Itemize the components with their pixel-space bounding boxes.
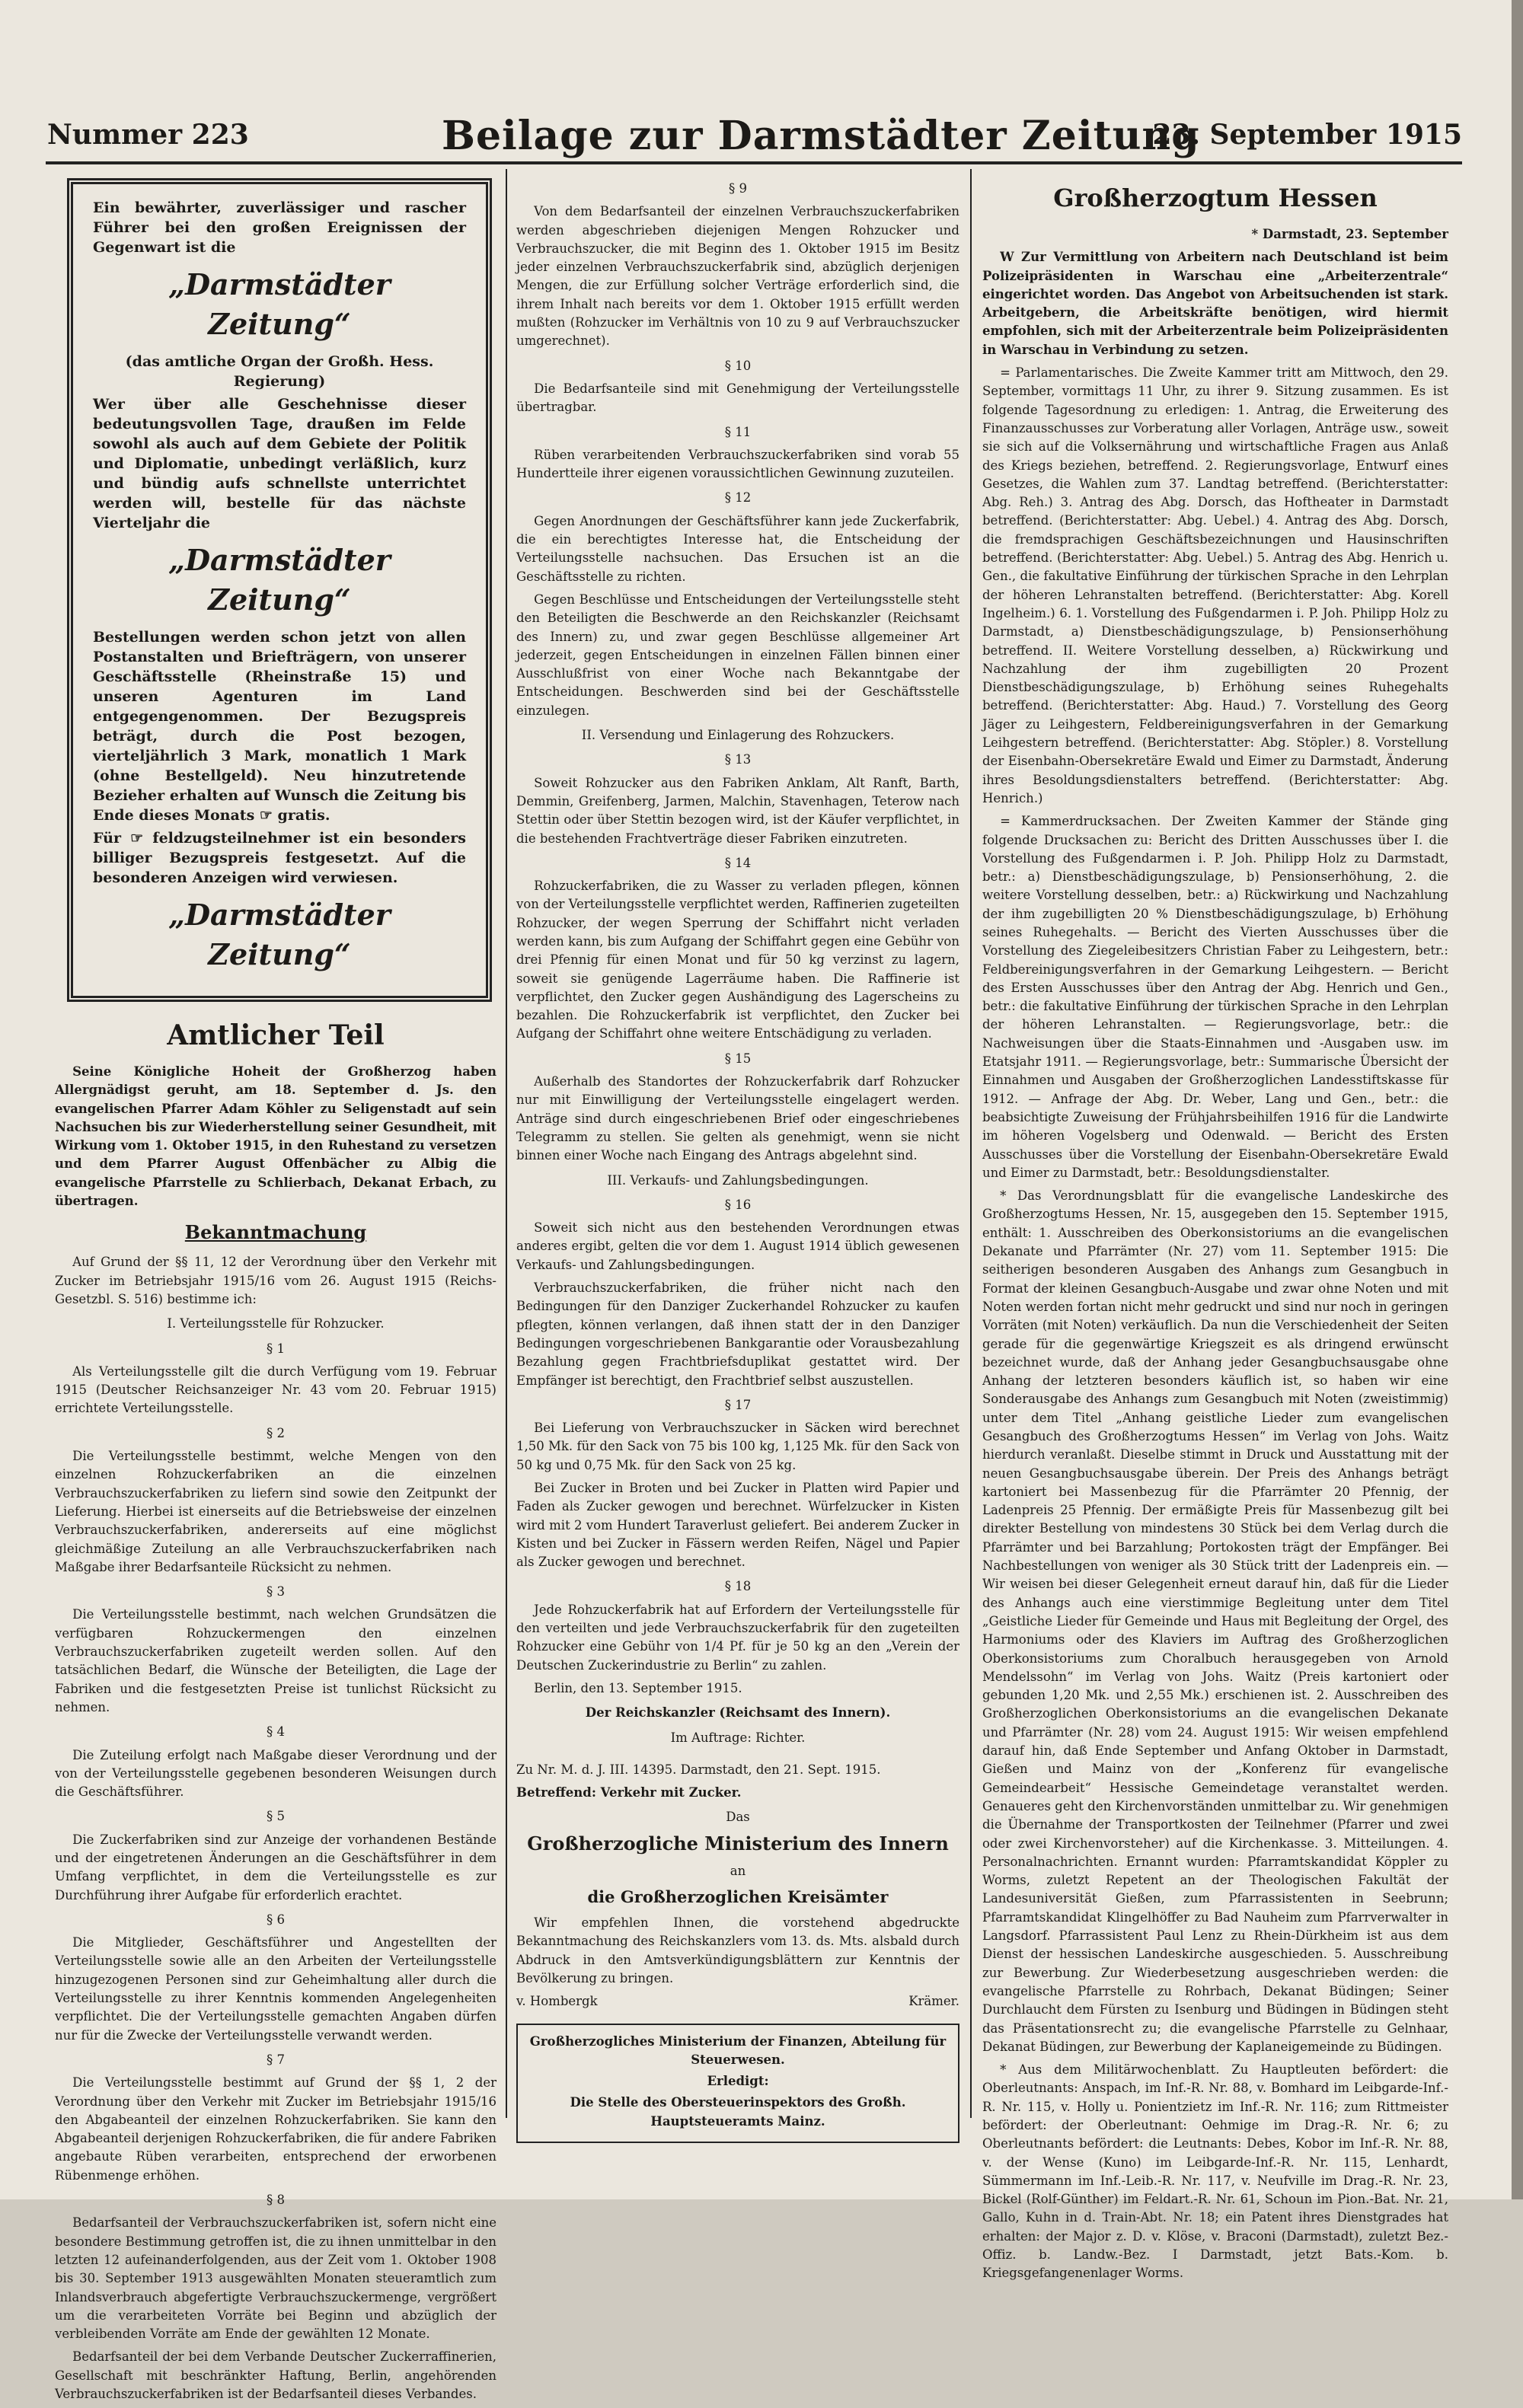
paragraph-text: Rohzuckerfabriken, die zu Wasser zu verladen pflegen, können von der Verteilungsstelle verpflichtet werden, Raffinerien zugeteilten Rohzucker, der wegen Sperrung der Schiffahrt nicht verladen werden kann, bis zum Aufgang der Schiffahrt gegen eine Gebühr von drei Pfennig für einen Monat und für 50 kg verzinst zu lagern, soweit sie genügende Lagerräume haben. Die Raffinerie ist verpflichtet, den Zucker gegen Aushändigung des Lagerscheins zu bezahlen. Die Rohzuckerfabrik ist verpflichtet, den Zucker bei Aufgang der Schiffahrt ohne weitere Entschädigung zu verladen.: [516, 879, 959, 1041]
an-line: an: [730, 1863, 746, 1878]
section-heading-1: I. Verteilungsstelle für Rohzucker.: [167, 1316, 385, 1332]
paragraph-text: Bei Lieferung von Verbrauchszucker in Säcken wird berechnet 1,50 Mk. für den Sack von 75 bis 100 kg, 1,125 Mk. für den Sack von 50 kg und 0,75 Mk. für den Sack von 25 kg.: [516, 1421, 959, 1472]
paragraph-text: Die Zuteilung erfolgt nach Maßgabe dieser Verordnung und der von der Verteilungsstelle gegebenen besonderen Weisungen durch die Geschäftsführer.: [55, 1747, 496, 1800]
paragraph-number: § 8: [267, 2193, 285, 2208]
paragraph-number: § 10: [724, 358, 752, 373]
paragraph-number: § 2: [267, 1425, 285, 1440]
paragraph-text: Die Mitglieder, Geschäftsführer und Angestellten der Verteilungsstelle sowie alle an den Arbeiten der Verteilungsstelle hinzugezogenen Personen sind zur Geheimhaltung aller durch die Verteilungsstelle zu ihrer Kenntnis kommenden Angelegenheiten verpflichtet. Die der Verteilungsstelle gemachten Angaben dürfen nur für die Zwecke der Verteilungsstelle verwandt werden.: [55, 1935, 496, 2043]
finance-title: Großherzogliches Ministerium der Finanzen, Abteilung für Steuerwesen.: [529, 2033, 947, 2067]
newspaper-title: Beilage zur Darmstädter Zeitung: [442, 113, 1200, 159]
signer: Der Reichskanzler (Reichsamt des Innern).: [585, 1705, 891, 1721]
news-militaer: * Aus dem Militärwochenblatt. Zu Hauptleuten befördert: die Oberleutnants: Anspach, im Inf.-R. Nr. 88, v. Bomhard im Leibgarde-Inf.-R. Nr. 115, v. Holly u. Ponientzietz im Inf.-R. Nr. 116; zum Rittmeister befördert: der Oberleutnant: Oehmige im Drag.-R. Nr. 6; zu Oberleutnants befördert: die Leutnants: Debes, Kobor im Inf.-R. Nr. 88, v. der Wense (Kuno) im Leibgarde-Inf.-R. Nr. 115, Lenhardt, Sümmermann im Inf.-Leib.-R. Nr. 117, v. Neufville im Drag.-R. Nr. 23, Bickel (Rolf-Günther) im Feldart.-R. Nr. 61, Schoun im Pion.-Bat. Nr. 21, Gallo, Kuhn in d. Train-Abt. Nr. 18; ein Patent ihres Dienstgrades hat erhalten: der Major z. D. v. Klöse, v. Braconi (Darmstadt), zuletzt Bez.-Offiz. b. Landw.-Bez. I Darmstadt, jetzt Bats.-Kom. b. Kriegsgefangenenlager Worms.: [982, 2062, 1448, 2281]
news-kammerdrucksachen: = Kammerdrucksachen. Der Zweiten Kammer der Stände ging folgende Drucksachen zu: Bericht des Dritten Ausschusses über I. die Vorstellung des Fußgendarmen i. P. Joh. Philipp Holz zu Darmstadt, betr.: a) Dienstbeschädigungszulage, b) Pensionserhöhung, 2. die weitere Vorstellung desselben, betr.: a) Rückwirkung und Nachzahlung der ihm zugebilligten 20 % Dienstbeschädigungszulage, b) Erhöhung seines Ruhegehalts. — Bericht des Vierten Ausschusses über die Vorstellung des Ziegeleibesitzers Christian Faber zu Leihgestern, betr.: Feldbereinigungsverfahren in der Gemarkung Leihgestern. — Bericht des Ersten Ausschusses über den Antrag der Abg. Henrich und Gen., betr.: die fakultative Einführung der türkischen Sprache in den Lehrplan der höheren Lehranstalten. — Regierungsvorlage, betr.: die Nachweisungen über die Staats-Einnahmen und -Ausgaben usw. im Etatsjahr 1911. — Regierungsvorlage, betr.: Summarische Übersicht der Einnahmen und Ausgaben der Großherzoglichen Landesstiftskasse für 1912. — Anfrage der Abg. Dr. Weber, Lang und Gen., betr.: die beabsichtigte Zuweisung der Frühjahrsbeihilfen 1916 für die Landwirte im höheren Vogelsberg und Odenwald. — Bericht des Ersten Ausschusses über die Vorstellung der Eisenbahn-Obersekretäre Ewald und Eimer zu Darmstadt, betr.: Besoldungsdienstalter.: [982, 814, 1448, 1180]
ad-paper-name-2: „Darmstädter Zeitung“: [168, 543, 391, 617]
ad-paper-name: „Darmstädter Zeitung“: [168, 267, 391, 341]
paragraph-text: Bedarfsanteil der Verbrauchszuckerfabriken ist, sofern nicht eine besondere Bestimmung getroffen ist, die zu ihnen unmittelbar in den letzten 12 aufeinanderfolgenden, aus der Zeit vom 1. Oktober 1908 bis 30. September 1913 ausgewählten Monaten steueramtlich zum Inlandsverbrauch abgefertigte Verbrauchszuckermenge, vergrößert um die verarbeiteten Vorräte bei Beginn und abzüglich der verbleibenden Vorräte am Ende der gewählten 12 Monate.: [55, 2215, 496, 2342]
news-verordnungsblatt: * Das Verordnungsblatt für die evangelische Landeskirche des Großherzogtums Hessen, Nr. 15, ausgegeben den 15. September 1915, enthält: 1. Ausschreiben des Oberkonsistoriums an die evangelischen Dekanate und Pfarrämter (Nr. 27) vom 11. September 1915: Die seitherigen besonderen Ausgaben des Anhangs zum Gesangbuch in Format der kleinen Gesangbuch-Ausgabe und zwar ohne Noten und mit Noten werden fortan nicht mehr gedruckt und sind nur noch in geringen Vorräten (mit Noten) verkäuflich. Da nun die Verschiedenheit der Seiten gerade für die gegenwärtige Kriegszeit es als dringend erwünscht bezeichnet wurde, daß der Anhang jeder Gesangbuchsausgabe ohne Anhang der letzteren besonders käuflich ist, so haben wir eine Sonderausgabe des Anhangs zum Gesangbuch mit Noten (zweistimmig) unter dem Titel „Anhang geistliche Lieder zum evangelischen Gesangbuch des Großherzogtums Hessen“ im Verlag von Johs. Waitz hierdurch veranlaßt. Dieselbe stimmt in Druck und Ausstattung mit der neuen Gesangbuchsausgabe überein. Der Preis des Anhangs beträgt kartoniert bei Massenbezug für die Pfarrämter 20 Pfennig, der Ladenpreis 25 Pfennig. Der ermäßigte Preis für Massenbezug gilt bei direkter Bestellung von mindestens 30 Stück bei dem Verlag durch die Pfarrämter und bei Barzahlung; Portokosten trägt der Empfänger. Bei Nachbestellungen von weniger als 30 Stück tritt der Ladenpreis ein. — Wir weisen bei dieser Gelegenheit erneut darauf hin, daß für die Lieder des Anhangs auch eine vierstimmige Begleitung unter dem Titel „Geistliche Lieder für Gemeinde und Haus mit Begleitung der Orgel, des Harmoniums oder des Klaviers im Auftrag des Großherzoglichen Oberkonsistoriums zum Choralbuch herausgegeben von Arnold Mendelssohn“ im Verlag von Johs. Waitz (Preis kartoniert oder gebunden 1,20 Mk. und 2,55 Mk.) erschienen ist. 2. Ausschreiben des Großherzoglichen Oberkonsistoriums an die evangelischen Dekanate und Pfarrämter (Nr. 28) vom 24. August 1915: Wir weisen empfehlend darauf hin, daß Ende September und Anfang Oktober in Darmstadt, Gießen und Mainz von der „Konferenz für evangelische Gemeindearbeit“ Hessische Gemeindetage veranstaltet werden. Genaueres geht den Kirchenvorständen unmittelbar zu. Wir genehmigen die Übernahme der Transportkosten der Teilnehmer (Pfarrer und zwei oder zwei Kirchenvorsteher) auf die Kirchenkasse. 3. Mitteilungen. 4. Personalnachrichten. Ernannt wurden: Pfarramtskandidat Köppler zu Worms, zuletzt Repetent an der Theologischen Fakultät der Landesuniversität Gießen, zum Pfarrassistenten in Seebrunn; Pfarramtskandidat Klingelhöffer zu Bad Nauheim zum Pfarrverwalter in Langsdorf. Pfarrassistent Paul Lenz zu Rhein-Dürkheim ist aus dem Dienst der hessischen Landeskirche ausgeschieden. 5. Ausschreibung zur Bewerbung. Zur Wiederbesetzung ausgeschrieben werden: die evangelische Pfarrstelle zu Rohrbach, Dekanat Büdingen; Seiner Durchlaucht dem Fürsten zu Isenburg und Büdingen in Büdingen steht das Präsentationsrecht zu; die evangelische Pfarrstelle zu Gelnhaar, Dekanat Büdingen, zur Bewerbung der Kaplaneigemeinde zu Büdingen.: [982, 1188, 1448, 2054]
paragraph-number: § 3: [267, 1584, 285, 1599]
masthead-rule: [46, 161, 1462, 164]
signer-2: Im Auftrage: Richter.: [670, 1730, 806, 1745]
official-section-title: Amtlicher Teil: [167, 1019, 385, 1051]
reference-line: Zu Nr. M. d. J. III. 14395. Darmstadt, den 21. Sept. 1915.: [516, 1762, 881, 1777]
place-date: Berlin, den 13. September 1915.: [534, 1680, 742, 1695]
issue-number: Nummer 223: [47, 119, 249, 151]
paragraph-text: Außerhalb des Standortes der Rohzuckerfabrik darf Rohzucker nur mit Einwilligung der Verteilungsstelle eingelagert werden. Anträge sind durch eingeschriebenen Brief oder eingeschriebenes Telegramm zu stellen. Sie gelten als genehmigt, wenn sie nicht binnen einer Woche nach Eingang des Antrags abgelehnt sind.: [516, 1074, 959, 1163]
bekanntmachung-title: Bekanntmachung: [184, 1221, 367, 1244]
hessen-section-title: Großherzogtum Hessen: [1053, 183, 1378, 212]
news-parlament: = Parlamentarisches. Die Zweite Kammer tritt am Mittwoch, den 29. September, vormittags 11 Uhr, zu ihrer 9. Sitzung zusammen. Es ist folgende Tagesordnung zu erledigen: 1. Antrag, die Erweiterung des Finanzausschusses zur Vorberatung aller Vorlagen, Anträge usw., soweit sie sich auf die Volksernährung und wirtschaftliche Fragen aus Anlaß des Kriegs beziehen, betreffend. 2. Regierungsvorlage, Entwurf eines Gesetzes, die Wahlen zum 37. Landtag betreffend. (Berichterstatter: Abg. Reh.) 3. Antrag des Abg. Dorsch, das Hoftheater in Darmstadt betreffend. (Berichterstatter: Abg. Uebel.) 4. Antrag des Abg. Dorsch, die fremdsprachigen Geschäftsbezeichnungen und Hausinschriften betreffend. (Berichterstatter: Abg. Uebel.) 5. Antrag des Abg. Henrich u. Gen., die fakultative Einführung der türkischen Sprache in den Lehrplan der höheren Lehranstalten betreffend. (Berichterstatter: Abg. Korell Ingelheim.) 6. 1. Vorstellung des Fußgendarmen i. P. Joh. Philipp Holz zu Darmstadt, a) Dienstbeschädigungszulage, b) Pensionserhöhung betreffend. II. Weitere Vorstellung desselben, a) Rückwirkung und Nachzahlung der ihm zugebilligten 20 Prozent Dienstbeschädigungszulage, b) Erhöhung seines Ruhegehalts betreffend. (Berichterstatter: Abg. Haud.) 7. Vorstellung des Georg Jäger zu Leihgestern, Feldbereinigungsverfahren in der Gemarkung Leihgestern betreffend. (Berichterstatter: Abg. Stöpler.) 8. Vorstellung der Eisenbahn-Obersekretäre Ewald und Eimer zu Darmstadt, Änderung ihres Besoldungsdienstalters betreffend. (Berichterstatter: Abg. Henrich.): [982, 365, 1448, 805]
paragraph-text: Gegen Anordnungen der Geschäftsführer kann jede Zuckerfabrik, die ein berechtigtes Interesse hat, die Entscheidung der Verteilungsstelle nachsuchen. Das Ersuchen ist an die Geschäftsstelle zu richten.: [516, 513, 959, 584]
ministry-text: Wir empfehlen Ihnen, die vorstehend abgedruckte Bekanntmachung des Reichskanzlers vom 13. ds. Mts. alsbald durch Abdruck in den Amtsverkündigungsblättern zur Kenntnis der Bevölkerung zu bringen.: [516, 1915, 959, 1985]
paragraph-text: Bedarfsanteil der bei dem Verbande Deutscher Zuckerraffinerien, Gesellschaft mit beschränkter Haftung, Berlin, angehörenden Verbrauchszuckerfabriken ist der Bedarfsanteil dieses Verbandes.: [55, 2349, 496, 2401]
subject-line: Betreffend: Verkehr mit Zucker.: [516, 1785, 742, 1800]
paragraph-number: § 1: [267, 1341, 285, 1356]
column-3: [982, 174, 1448, 2288]
paragraph-text: Rüben verarbeitenden Verbrauchszuckerfabriken sind vorab 55 Hundertteile ihrer eigenen voraussichtlichen Gewinnung zuzuteilen.: [516, 447, 959, 481]
paragraph-number: § 6: [267, 1912, 285, 1927]
subscription-ad: [67, 178, 492, 1002]
ad-text-2: Bestellungen werden schon jetzt von allen Postanstalten und Briefträgern, von unserer Geschäftsstelle (Rheinstraße 15) und unseren Agenturen im Land entgegengenommen. Der Bezugspreis beträgt, durch die Post bezogen, vierteljährlich 3 Mark, monatlich 1 Mark (ohne Bestellgeld). Neu hinzutretende Bezieher erhalten auf Wunsch die Zeitung bis Ende dieses Monats ☞ gratis.: [93, 629, 466, 824]
paragraph-text: Die Verteilungsstelle bestimmt auf Grund der §§ 1, 2 der Verordnung über den Verkehr mit Zucker im Betriebsjahr 1915/16 den Abgabeanteil der einzelnen Rohzuckerfabriken. Sie kann den Abgabeanteil derjenigen Rohzuckerfabriken, die für andere Fabriken angebaute Rüben verarbeiten, entsprechend der erworbenen Rübenmenge erhöhen.: [55, 2075, 496, 2183]
paragraph-number: § 14: [724, 855, 752, 870]
paragraph-text: Bei Zucker in Broten und bei Zucker in Platten wird Papier und Faden als Zucker gewogen und berechnet. Würfelzucker in Kisten wird mit 2 vom Hundert Taraverlust geliefert. Bei anderem Zucker in Kisten und bei Zucker in Fässern werden Reifen, Nägel und Papier als Zucker gewogen und berechnet.: [516, 1481, 959, 1570]
paragraph-number: § 18: [724, 1579, 752, 1594]
official-announcement: Seine Königliche Hoheit der Großherzog haben Allergnädigst geruht, am 18. September d. Js. den evangelischen Pfarrer Adam Köhler zu Seligenstadt auf sein Nachsuchen bis zur Wiederherstellung seiner Gesundheit, mit Wirkung vom 1. Oktober 1915, in den Ruhestand zu versetzen und dem Pfarrer August Offenbächer zu Albig die evangelische Pfarrstelle zu Schlierbach, Dekanat Erbach, zu übertragen.: [55, 1064, 496, 1209]
paragraph-text: Die Bedarfsanteile sind mit Genehmigung der Verteilungsstelle übertragbar.: [516, 381, 959, 415]
finance-text: Die Stelle des Obersteuerinspektors des Großh. Hauptsteueramts Mainz.: [570, 2095, 906, 2129]
dateline: * Darmstadt, 23. September: [1251, 227, 1448, 241]
paragraph-number: § 17: [724, 1397, 752, 1412]
paragraph-number: § 5: [267, 1809, 285, 1824]
issue-date: 23. September 1915: [1152, 119, 1462, 151]
paragraph-number: § 7: [267, 2052, 285, 2067]
ad-paper-name-3: „Darmstädter Zeitung“: [168, 898, 391, 971]
paragraph-number: § 11: [724, 424, 752, 439]
column-1: [55, 174, 496, 2408]
column-2: [516, 174, 959, 2143]
column-rule-1: [506, 169, 507, 2118]
paragraph-text: Soweit Rohzucker aus den Fabriken Anklam, Alt Ranft, Barth, Demmin, Greifenberg, Jarmen, Malchin, Stavenhagen, Teterow nach Stettin oder über Stettin bezogen wird, ist der Käufer verpflichtet, in die bestehenden Frachtverträge dieser Fabriken einzutreten.: [516, 775, 959, 846]
masthead: [30, 113, 1462, 158]
finance-notice: [516, 2024, 959, 2143]
signature-left: v. Hombergk: [516, 1994, 598, 2009]
paragraph-number: § 15: [724, 1051, 752, 1066]
paragraph-text: Jede Rohzuckerfabrik hat auf Erfordern der Verteilungsstelle für den verteilten und jede Verbrauchszuckerfabrik für den zugeteilten Rohzucker eine Gebühr von 1/4 Pf. für je 50 kg an den „Verein der Deutschen Zuckerindustrie zu Berlin“ zu zahlen.: [516, 1602, 959, 1673]
ministry-title: Großherzogliche Ministerium des Innern: [527, 1832, 949, 1855]
paragraph-text: Soweit sich nicht aus den bestehenden Verordnungen etwas anderes ergibt, gelten die vor dem 1. August 1914 üblich gewesenen Verkaufs- und Zahlungsbedingungen.: [516, 1220, 959, 1272]
page-edge: [1512, 0, 1523, 2199]
das-line: Das: [726, 1810, 750, 1825]
paragraph-number: § 13: [724, 752, 752, 767]
paragraph-text: Die Verteilungsstelle bestimmt, welche Mengen von den einzelnen Rohzuckerfabriken an die einzelnen Verbrauchszuckerfabriken zu liefern sind sowie den Zeitpunkt der Lieferung. Hierbei ist einerseits auf die Betriebsweise der einzelnen Verbrauchszuckerfabriken, andererseits auf eine möglichst gleichmäßige Zuteilung an alle Verbrauchszuckerfabriken nach Maßgabe ihrer Bedarfsanteile Rücksicht zu nehmen.: [55, 1449, 496, 1574]
signature-line: [516, 1992, 959, 2011]
column-rule-2: [970, 169, 972, 2118]
paragraph-text: Als Verteilungsstelle gilt die durch Verfügung vom 19. Februar 1915 (Deutscher Reichsanzeiger Nr. 43 vom 20. Februar 1915) errichtete Verteilungsstelle.: [55, 1363, 496, 1416]
recipients: die Großherzoglichen Kreisämter: [587, 1887, 889, 1907]
signature-right: Krämer.: [908, 1994, 959, 2009]
section-heading-2: II. Versendung und Einlagerung des Rohzuckers.: [581, 728, 895, 743]
ad-organ: (das amtliche Organ der Großh. Hess. Regierung): [125, 353, 434, 390]
paragraph-number: § 16: [724, 1197, 752, 1212]
ad-text-1: Wer über alle Geschehnisse dieser bedeutungsvollen Tage, draußen im Felde sowohl als auch auf dem Gebiete der Politik und Diplomatie, unbedingt verläßlich, kurz und bündig aufs schnellste unterrichtet werden will, bestelle für das nächste Vierteljahr die: [93, 396, 466, 531]
paragraph-text: Verbrauchszuckerfabriken, die früher nicht nach den Bedingungen für den Danziger Zuckerhandel Rohzucker zu kaufen pflegten, können verlangen, daß ihnen statt der in den Danziger Bedingungen vorgeschriebenen Bankgarantie oder Vorausbezahlung Bezahlung gegen Frachtbriefsduplikat gestattet wird. Der Empfänger ist berechtigt, den Frachtbrief selbst auszustellen.: [516, 1281, 959, 1388]
bekanntmachung-intro: Auf Grund der §§ 11, 12 der Verordnung über den Verkehr mit Zucker im Betriebsjahr 1915/16 vom 26. August 1915 (Reichs-Gesetzbl. S. 516) bestimme ich:: [55, 1255, 496, 1306]
paragraph-text: Von dem Bedarfsanteil der einzelnen Verbrauchszuckerfabriken werden abgeschrieben diejenigen Mengen Rohzucker und Verbrauchszucker, die mit Beginn des 1. Oktober 1915 im Besitz jeder einzelnen Verbrauchszuckerfabrik sind, abzüglich derjenigen Mengen, die zur Erfüllung solcher Verträge erforderlich sind, die ihrem Inhalt nach bereits vor dem 1. Oktober 1915 erfüllt werden mußten (Rohzucker im Verhältnis von 10 zu 9 auf Verbrauchszucker umgerechnet).: [516, 204, 959, 349]
paragraph-number: § 4: [267, 1724, 285, 1740]
section-heading-3: III. Verkaufs- und Zahlungsbedingungen.: [607, 1172, 869, 1188]
news-arbeiter: W Zur Vermittlung von Arbeitern nach Deutschland ist beim Polizeipräsidenten in Warschau eine „Arbeiterzentrale“ eingerichtet worden. Das Angebot von Arbeitsuchenden ist stark. Arbeitgebern, die Arbeitskräfte benötigen, wird hiermit empfohlen, sich mit der Arbeiterzentrale beim Polizeipräsidenten in Warschau in Verbindung zu setzen.: [982, 250, 1448, 357]
ad-intro: Ein bewährter, zuverlässiger und rascher Führer bei den großen Ereignissen der Gegenwart ist die: [93, 199, 466, 256]
paragraph-text: Die Verteilungsstelle bestimmt, nach welchen Grundsätzen die verfügbaren Rohzuckermengen den einzelnen Verbrauchszuckerfabriken zugeteilt werden sollen. Auf den tatsächlichen Bedarf, die Wünsche der Beteiligten, die Lage der Fabriken und die festgesetzten Preise ist tunlichst Rücksicht zu nehmen.: [55, 1607, 496, 1714]
paragraph-text: Die Zuckerfabriken sind zur Anzeige der vorhandenen Bestände und der eingetretenen Änderungen an die Geschäftsführer in dem Umfang verpflichtet, in dem die Verteilungsstelle es zur Durchführung ihrer Aufgabe für erforderlich erachtet.: [55, 1832, 496, 1902]
erledigt-label: Erledigt:: [707, 2074, 769, 2089]
paragraph-text: Gegen Beschlüsse und Entscheidungen der Verteilungsstelle steht den Beteiligten die Beschwerde an den Reichskanzler (Reichsamt des Innern) zu, und zwar gegen Beschlüsse allgemeiner Art jederzeit, gegen Entscheidungen in einzelnen Fällen binnen einer Ausschlußfrist von einer Woche nach Bekanntgabe der Entscheidungen. Beschwerden sind bei der Geschäftsstelle einzulegen.: [516, 592, 959, 718]
paragraph-number: § 9: [729, 181, 747, 196]
ad-text-3: Für ☞ feldzugsteilnehmer ist ein besonders billiger Bezugspreis festgesetzt. Auf die besonderen Anzeigen wird verwiesen.: [93, 830, 466, 886]
paragraph-number: § 12: [724, 490, 752, 506]
